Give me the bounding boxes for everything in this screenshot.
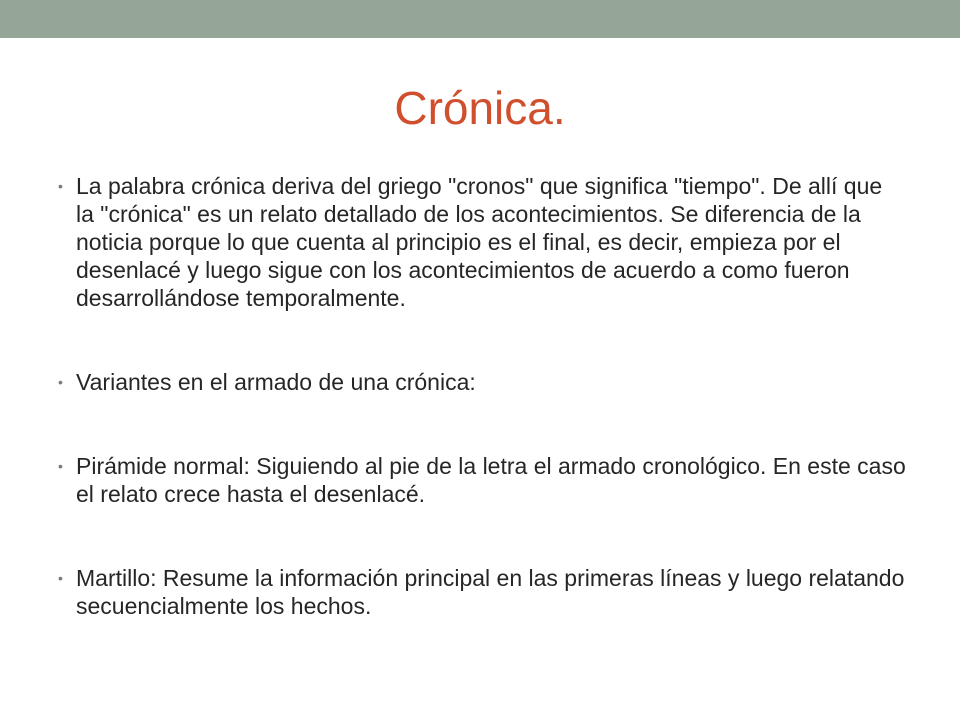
- bullet-text: Pirámide normal: Siguiendo al pie de la letra el armado cronológico. En este caso el relato crece hasta el desenlacé.: [76, 453, 906, 507]
- bullet-icon: •: [58, 178, 63, 194]
- bullet-item: [58, 452, 906, 508]
- bullet-icon: •: [58, 374, 63, 390]
- bullet-item: [58, 564, 906, 620]
- top-accent-bar: [0, 0, 960, 38]
- bullet-item: [58, 172, 906, 312]
- bullet-list: [58, 172, 906, 620]
- bullet-text: Martillo: Resume la información principal en las primeras líneas y luego relatando secuencialmente los hechos.: [76, 565, 905, 619]
- bullet-icon: •: [58, 570, 63, 586]
- slide-title: Crónica.: [394, 82, 566, 134]
- bullet-text: Variantes en el armado de una crónica:: [76, 369, 476, 395]
- bullet-item: [58, 368, 906, 396]
- bullet-icon: •: [58, 458, 63, 474]
- bullet-text: La palabra crónica deriva del griego "cronos" que significa "tiempo". De allí que la "crónica" es un relato detallado de los acontecimientos. Se diferencia de la noticia porque lo que cuenta al principio es el final, es decir, empieza por el desenlacé y luego sigue con los acontecimientos de acuerdo a como fueron desarrollándose temporalmente.: [76, 173, 883, 311]
